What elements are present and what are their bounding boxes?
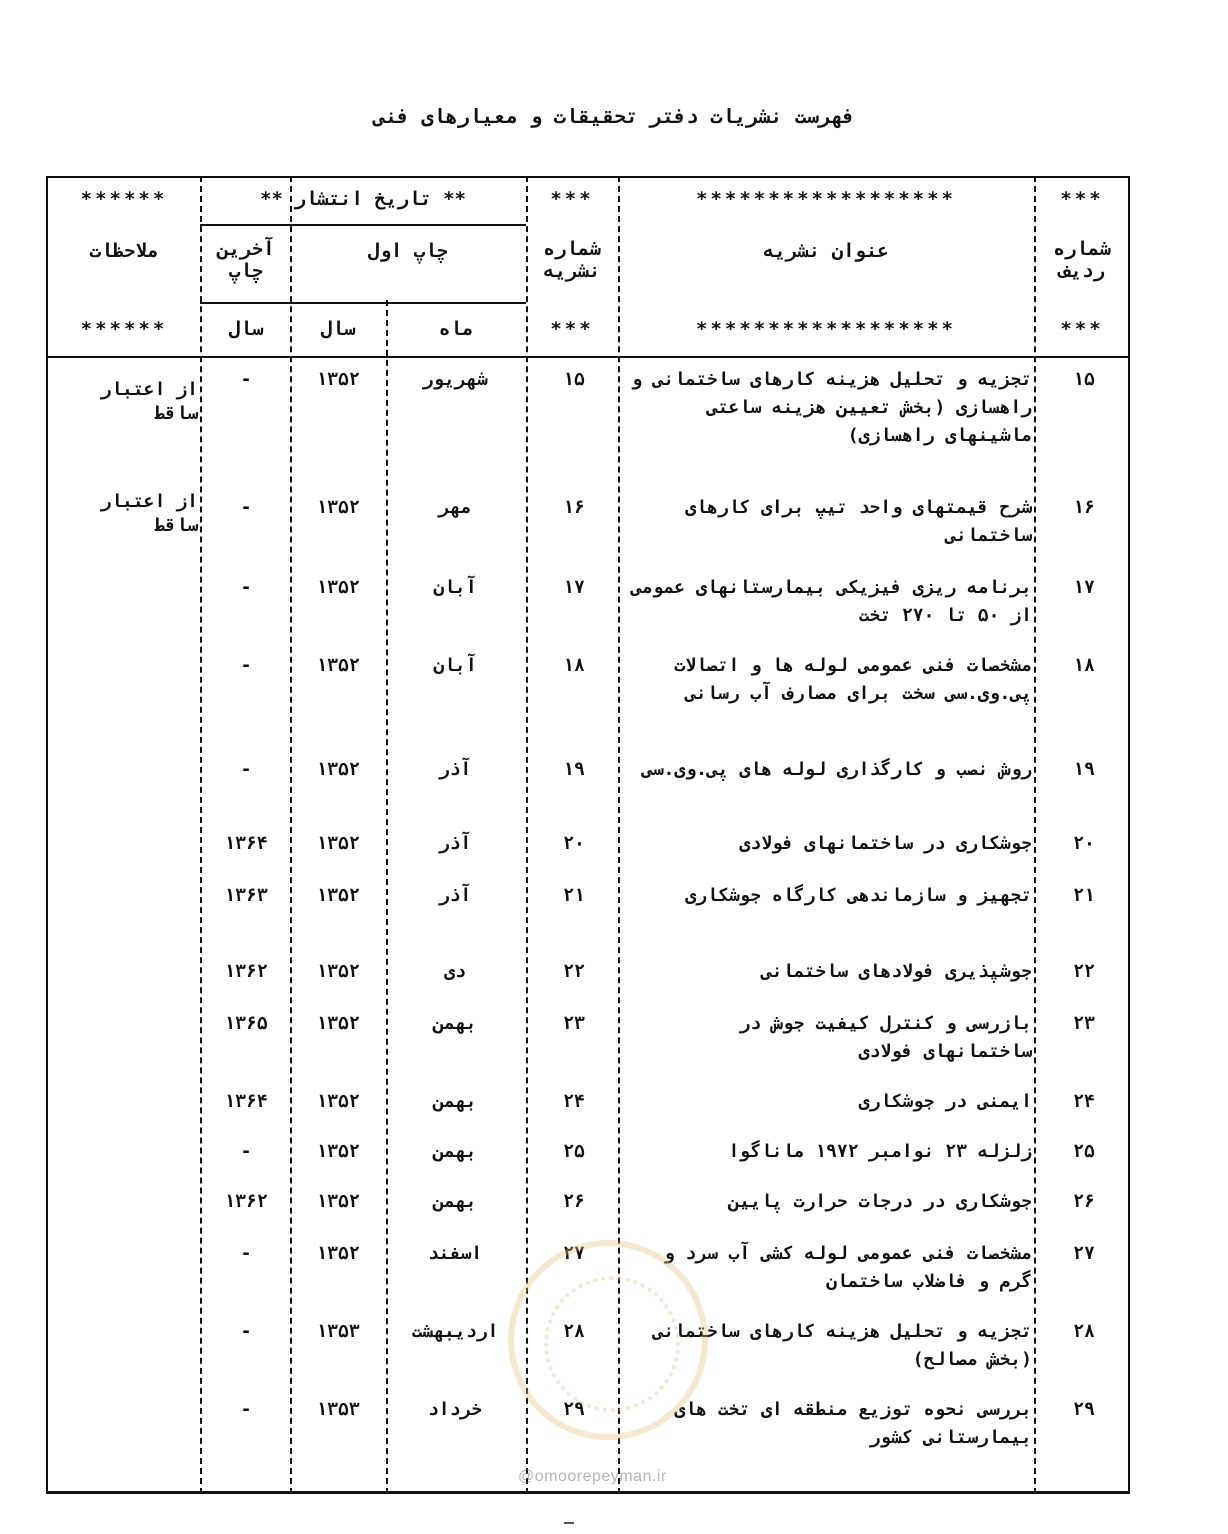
header-stars-notes: ****** — [80, 188, 168, 210]
publication-title: جوشکاری در درجات حرارت پایین — [728, 1191, 1032, 1212]
header-stars-number-2: *** — [550, 318, 594, 340]
last-print-year: - — [240, 1321, 252, 1342]
first-print-year: ۱۳۵۲ — [316, 1091, 360, 1112]
first-print-month: بهمن — [433, 1013, 477, 1034]
first-print-month: بهمن — [433, 1091, 477, 1112]
first-print-year: ۱۳۵۳ — [316, 1321, 360, 1342]
header-publication-number: شماره نشریه — [543, 238, 601, 282]
publication-number: ۲۴ — [563, 1091, 585, 1112]
publication-number: ۱۸ — [563, 655, 585, 676]
publication-number: ۲۸ — [563, 1321, 585, 1342]
remark: از اعتبار ساقط — [100, 379, 198, 424]
watermark-seal-icon — [508, 1240, 708, 1440]
row-number: ۲۳ — [1073, 1013, 1095, 1034]
publication-title: روش نصب و کارگذاری لوله های پی.وی.سی — [641, 759, 1032, 780]
last-print-year: - — [240, 497, 252, 518]
publication-title: تجزیه و تحلیل هزینه کارهای ساختمانی (بخش مصالح) — [652, 1321, 1032, 1370]
header-year-first: سال — [320, 318, 356, 340]
publication-number: ۱۹ — [563, 759, 585, 780]
first-print-year: ۱۳۵۲ — [316, 961, 360, 982]
publication-title: جوشپذیری فولادهای ساختمانی — [761, 961, 1032, 982]
first-print-month: آذر — [438, 885, 472, 906]
first-print-month: مهر — [438, 497, 472, 518]
header-notes: ملاحظات — [89, 240, 159, 262]
first-print-year: ۱۳۵۲ — [316, 577, 360, 598]
publication-title: زلزله ۲۳ نوامبر ۱۹۷۲ ماناگوا — [728, 1141, 1032, 1162]
first-print-month: بهمن — [433, 1191, 477, 1212]
row-number: ۲۲ — [1073, 961, 1095, 982]
last-print-year: ۱۳۶۲ — [224, 961, 268, 982]
header-stars-title-2: ****************** — [696, 318, 956, 340]
first-print-month: آبان — [433, 655, 477, 676]
publication-number: ۱۵ — [563, 369, 585, 390]
publication-title: تجزیه و تحلیل هزینه کارهای ساختمانی و راهسازی (بخش تعیین هزینه ساعتی ماشینهای راهسازی) — [631, 369, 1032, 446]
header-stars-notes-2: ****** — [80, 318, 168, 340]
first-print-year: ۱۳۵۲ — [316, 1013, 360, 1034]
first-print-year: ۱۳۵۲ — [316, 655, 360, 676]
publication-number: ۱۶ — [563, 497, 585, 518]
first-print-month: بهمن — [433, 1141, 477, 1162]
first-print-year: ۱۳۵۲ — [316, 833, 360, 854]
header-stars-row: *** — [1060, 188, 1104, 210]
last-print-year: - — [240, 1141, 252, 1162]
first-print-year: ۱۳۵۳ — [316, 1399, 360, 1420]
last-print-year: - — [240, 1243, 252, 1264]
publication-title: بازرسی و کنترل کیفیت جوش در ساختمانهای فولادی — [739, 1013, 1032, 1062]
last-print-year: - — [240, 369, 252, 390]
publication-title: جوشکاری در ساختمانهای فولادی — [739, 833, 1032, 854]
header-bottom-rule — [46, 356, 1130, 358]
remark: از اعتبار ساقط — [100, 491, 198, 536]
row-number: ۱۶ — [1073, 497, 1095, 518]
publication-title: تجهیز و سازماندهی کارگاه جوشکاری — [685, 885, 1032, 906]
header-first-print: چاپ اول — [367, 240, 449, 262]
last-print-year: - — [240, 655, 252, 676]
publication-number: ۲۲ — [563, 961, 585, 982]
row-number: ۱۵ — [1073, 369, 1095, 390]
last-print-year: ۱۳۶۵ — [224, 1013, 268, 1034]
first-print-month: اسفند — [427, 1243, 483, 1264]
first-print-year: ۱۳۵۲ — [316, 1191, 360, 1212]
header-publish-date: ** تاریخ انتشار ** — [260, 188, 466, 210]
column-divider — [1034, 176, 1036, 1494]
publication-title: مشخصات فنی عمومی لوله ها و اتصالات پی.وی.سی سخت برای مصارف آب رسانی — [674, 655, 1032, 704]
first-print-month: آذر — [438, 759, 472, 780]
last-print-year: - — [240, 759, 252, 780]
header-last-print: آخرین چاپ — [217, 238, 275, 282]
last-print-year: ۱۳۶۴ — [224, 1091, 268, 1112]
page-number-mark — [564, 1522, 574, 1524]
first-print-month: اردیبهشت — [411, 1321, 499, 1342]
row-number: ۲۴ — [1073, 1091, 1095, 1112]
publication-number: ۲۶ — [563, 1191, 585, 1212]
publication-title: بررسی نحوه توزیع منطقه ای تخت های بیمارستانی کشور — [674, 1399, 1032, 1448]
header-stars-row-2: *** — [1060, 318, 1104, 340]
last-print-year: ۱۳۶۴ — [224, 833, 268, 854]
row-number: ۱۷ — [1073, 577, 1095, 598]
publication-number: ۲۱ — [563, 885, 585, 906]
header-month: ماه — [438, 318, 474, 340]
first-print-year: ۱۳۵۲ — [316, 1141, 360, 1162]
first-print-year: ۱۳۵۲ — [316, 885, 360, 906]
publication-title: برنامه ریزی فیزیکی بیمارستانهای عمومی از ۵۰ تا ۲۷۰ تخت — [631, 577, 1032, 626]
publication-number: ۱۷ — [563, 577, 585, 598]
row-number: ۲۹ — [1073, 1399, 1095, 1420]
last-print-year: ۱۳۶۳ — [224, 885, 268, 906]
publication-number: ۲۳ — [563, 1013, 585, 1034]
last-print-year: - — [240, 577, 252, 598]
first-print-year: ۱۳۵۲ — [316, 369, 360, 390]
first-print-month: دی — [444, 961, 466, 982]
publication-number: ۲۰ — [563, 833, 585, 854]
header-rule — [200, 302, 526, 304]
header-stars-number: *** — [550, 188, 594, 210]
row-number: ۲۰ — [1073, 833, 1095, 854]
first-print-year: ۱۳۵۲ — [316, 497, 360, 518]
publication-number: ۲۹ — [563, 1399, 585, 1420]
header-year-last: سال — [228, 318, 264, 340]
row-number: ۲۶ — [1073, 1191, 1095, 1212]
row-number: ۱۹ — [1073, 759, 1095, 780]
row-number: ۲۷ — [1073, 1243, 1095, 1264]
row-number: ۱۸ — [1073, 655, 1095, 676]
publication-title: ایمنی در جوشکاری — [858, 1091, 1032, 1112]
publication-number: ۲۵ — [563, 1141, 585, 1162]
watermark-text: @omoorepeyman.ir — [518, 1468, 667, 1485]
last-print-year: - — [240, 1399, 252, 1420]
row-number: ۲۱ — [1073, 885, 1095, 906]
header-stars-title: ****************** — [696, 188, 956, 210]
first-print-year: ۱۳۵۲ — [316, 759, 360, 780]
first-print-month: خرداد — [427, 1399, 483, 1420]
publication-number: ۲۷ — [563, 1243, 585, 1264]
last-print-year: ۱۳۶۲ — [224, 1191, 268, 1212]
header-row-number: شماره ردیف — [1053, 238, 1111, 282]
first-print-month: شهریور — [422, 369, 488, 390]
first-print-year: ۱۳۵۲ — [316, 1243, 360, 1264]
header-rule — [200, 224, 526, 226]
first-print-month: آذر — [438, 833, 472, 854]
publication-title: مشخصات فنی عمومی لوله کشی آب سرد و گرم و فاضلاب ساختمان — [663, 1243, 1032, 1292]
first-print-month: آبان — [433, 577, 477, 598]
header-publication-title: عنوان نشریه — [763, 240, 889, 262]
row-number: ۲۵ — [1073, 1141, 1095, 1162]
publication-title: شرح قیمتهای واحد تیپ برای کارهای ساختمانی — [685, 497, 1032, 546]
page-title: فهرست نشریات دفتر تحقیقات و معیارهای فنی — [373, 104, 855, 128]
row-number: ۲۸ — [1073, 1321, 1095, 1342]
